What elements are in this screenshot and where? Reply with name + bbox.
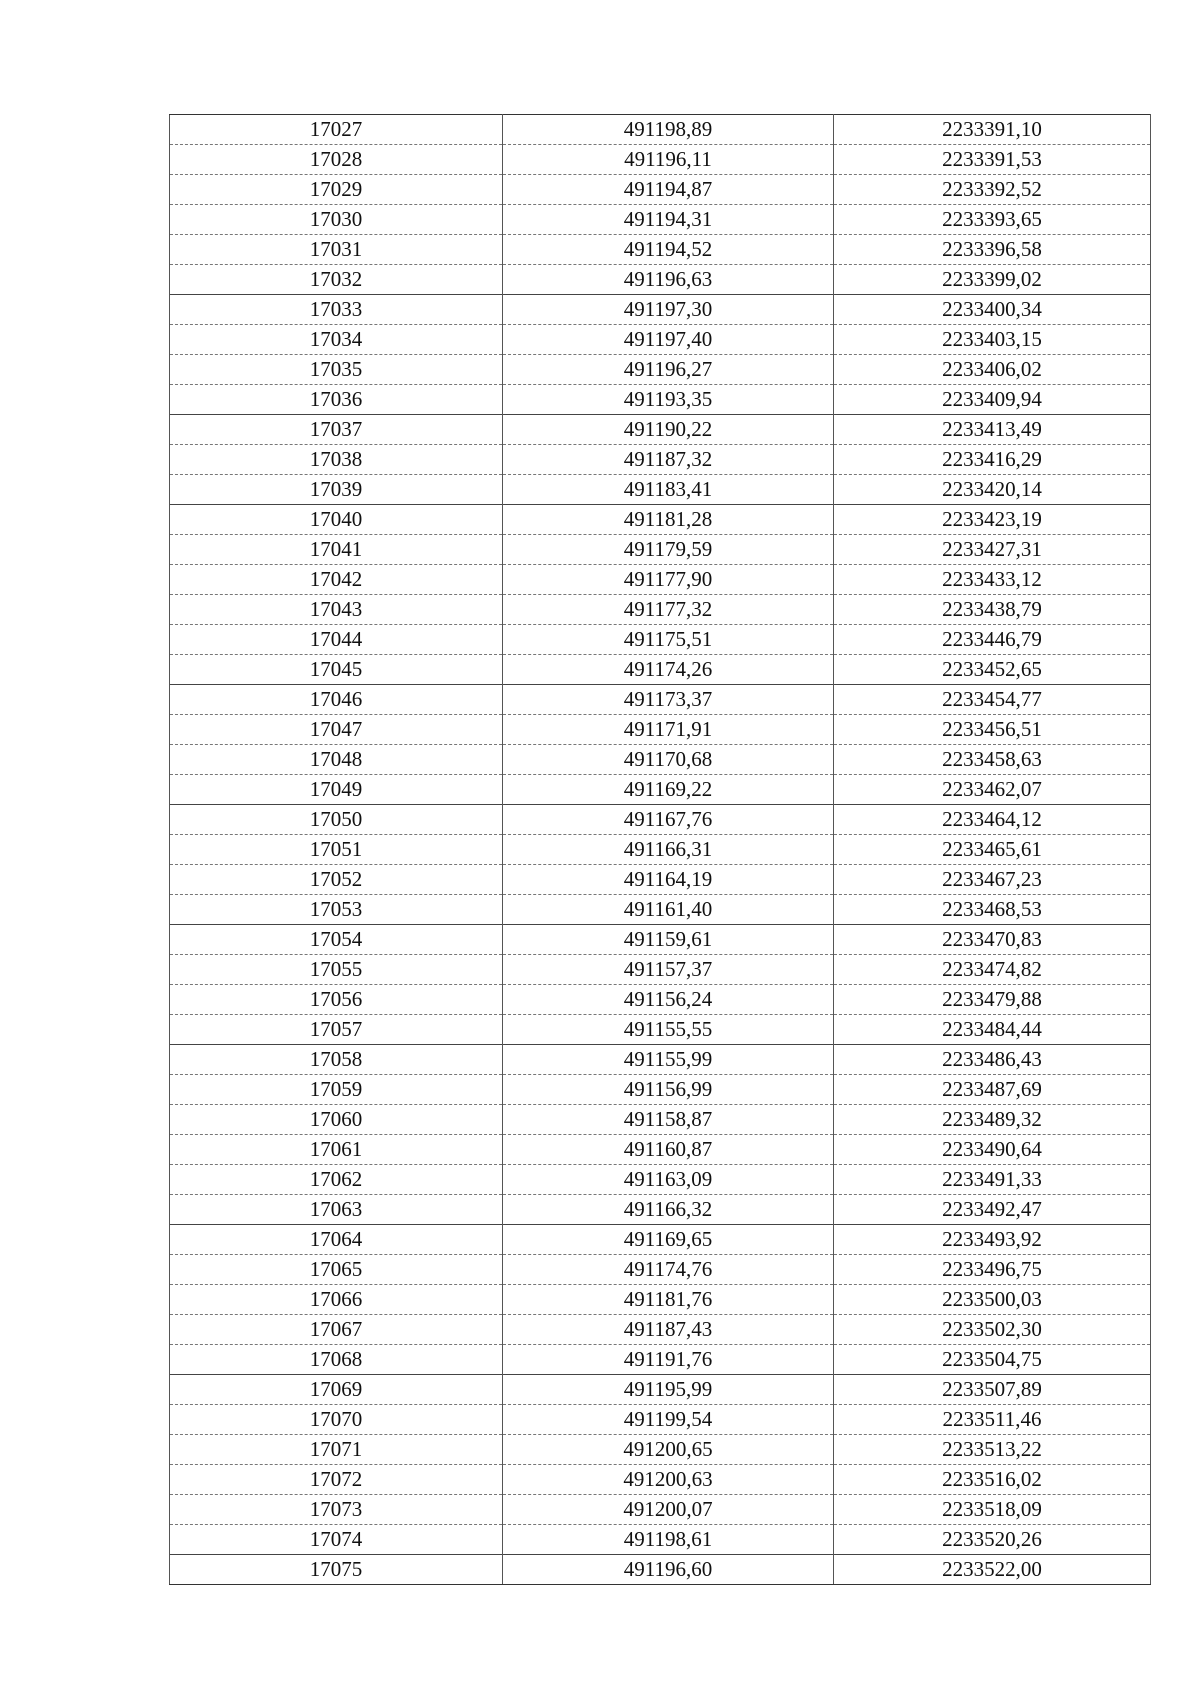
table-row	[170, 205, 1151, 235]
point-number-cell: 17047	[170, 715, 503, 745]
point-number-cell: 17075	[170, 1555, 503, 1585]
x-coordinate-cell: 491197,30	[503, 295, 834, 325]
coordinates-table	[169, 114, 1151, 1585]
y-coordinate-cell: 2233427,31	[834, 535, 1151, 565]
table-row	[170, 655, 1151, 685]
y-coordinate-cell: 2233518,09	[834, 1495, 1151, 1525]
point-number-cell: 17062	[170, 1165, 503, 1195]
point-number-cell: 17069	[170, 1375, 503, 1405]
point-number-cell: 17072	[170, 1465, 503, 1495]
y-coordinate-cell: 2233454,77	[834, 685, 1151, 715]
y-coordinate-cell: 2233507,89	[834, 1375, 1151, 1405]
point-number-cell: 17048	[170, 745, 503, 775]
x-coordinate-cell: 491193,35	[503, 385, 834, 415]
y-coordinate-cell: 2233467,23	[834, 865, 1151, 895]
x-coordinate-cell: 491190,22	[503, 415, 834, 445]
point-number-cell: 17067	[170, 1315, 503, 1345]
point-number-cell: 17044	[170, 625, 503, 655]
table-row	[170, 385, 1151, 415]
x-coordinate-cell: 491198,61	[503, 1525, 834, 1555]
x-coordinate-cell: 491200,63	[503, 1465, 834, 1495]
y-coordinate-cell: 2233513,22	[834, 1435, 1151, 1465]
y-coordinate-cell: 2233399,02	[834, 265, 1151, 295]
point-number-cell: 17041	[170, 535, 503, 565]
y-coordinate-cell: 2233413,49	[834, 415, 1151, 445]
table-row	[170, 1495, 1151, 1525]
y-coordinate-cell: 2233464,12	[834, 805, 1151, 835]
point-number-cell: 17042	[170, 565, 503, 595]
point-number-cell: 17051	[170, 835, 503, 865]
y-coordinate-cell: 2233406,02	[834, 355, 1151, 385]
table-row	[170, 145, 1151, 175]
table-row	[170, 1165, 1151, 1195]
table-row	[170, 115, 1151, 145]
y-coordinate-cell: 2233468,53	[834, 895, 1151, 925]
point-number-cell: 17066	[170, 1285, 503, 1315]
point-number-cell: 17029	[170, 175, 503, 205]
y-coordinate-cell: 2233409,94	[834, 385, 1151, 415]
y-coordinate-cell: 2233456,51	[834, 715, 1151, 745]
table-row	[170, 1375, 1151, 1405]
point-number-cell: 17050	[170, 805, 503, 835]
x-coordinate-cell: 491198,89	[503, 115, 834, 145]
table-row	[170, 325, 1151, 355]
x-coordinate-cell: 491196,27	[503, 355, 834, 385]
table-row	[170, 775, 1151, 805]
x-coordinate-cell: 491160,87	[503, 1135, 834, 1165]
x-coordinate-cell: 491164,19	[503, 865, 834, 895]
x-coordinate-cell: 491171,91	[503, 715, 834, 745]
y-coordinate-cell: 2233520,26	[834, 1525, 1151, 1555]
x-coordinate-cell: 491200,07	[503, 1495, 834, 1525]
point-number-cell: 17055	[170, 955, 503, 985]
y-coordinate-cell: 2233522,00	[834, 1555, 1151, 1585]
point-number-cell: 17061	[170, 1135, 503, 1165]
point-number-cell: 17068	[170, 1345, 503, 1375]
point-number-cell: 17043	[170, 595, 503, 625]
point-number-cell: 17039	[170, 475, 503, 505]
x-coordinate-cell: 491156,24	[503, 985, 834, 1015]
table-row	[170, 685, 1151, 715]
y-coordinate-cell: 2233487,69	[834, 1075, 1151, 1105]
y-coordinate-cell: 2233433,12	[834, 565, 1151, 595]
x-coordinate-cell: 491181,28	[503, 505, 834, 535]
x-coordinate-cell: 491166,32	[503, 1195, 834, 1225]
table-row	[170, 1015, 1151, 1045]
y-coordinate-cell: 2233416,29	[834, 445, 1151, 475]
y-coordinate-cell: 2233403,15	[834, 325, 1151, 355]
x-coordinate-cell: 491194,31	[503, 205, 834, 235]
x-coordinate-cell: 491163,09	[503, 1165, 834, 1195]
coordinates-table-body	[170, 115, 1151, 1585]
y-coordinate-cell: 2233511,46	[834, 1405, 1151, 1435]
point-number-cell: 17036	[170, 385, 503, 415]
y-coordinate-cell: 2233462,07	[834, 775, 1151, 805]
y-coordinate-cell: 2233492,47	[834, 1195, 1151, 1225]
point-number-cell: 17035	[170, 355, 503, 385]
x-coordinate-cell: 491197,40	[503, 325, 834, 355]
point-number-cell: 17058	[170, 1045, 503, 1075]
table-row	[170, 565, 1151, 595]
table-row	[170, 595, 1151, 625]
x-coordinate-cell: 491156,99	[503, 1075, 834, 1105]
y-coordinate-cell: 2233400,34	[834, 295, 1151, 325]
point-number-cell: 17053	[170, 895, 503, 925]
table-row	[170, 1225, 1151, 1255]
table-row	[170, 1195, 1151, 1225]
table-row	[170, 265, 1151, 295]
point-number-cell: 17049	[170, 775, 503, 805]
y-coordinate-cell: 2233452,65	[834, 655, 1151, 685]
point-number-cell: 17060	[170, 1105, 503, 1135]
x-coordinate-cell: 491177,32	[503, 595, 834, 625]
table-row	[170, 895, 1151, 925]
y-coordinate-cell: 2233490,64	[834, 1135, 1151, 1165]
x-coordinate-cell: 491174,76	[503, 1255, 834, 1285]
y-coordinate-cell: 2233423,19	[834, 505, 1151, 535]
point-number-cell: 17064	[170, 1225, 503, 1255]
x-coordinate-cell: 491177,90	[503, 565, 834, 595]
y-coordinate-cell: 2233465,61	[834, 835, 1151, 865]
table-row	[170, 1255, 1151, 1285]
table-row	[170, 1315, 1151, 1345]
x-coordinate-cell: 491158,87	[503, 1105, 834, 1135]
x-coordinate-cell: 491174,26	[503, 655, 834, 685]
y-coordinate-cell: 2233489,32	[834, 1105, 1151, 1135]
x-coordinate-cell: 491159,61	[503, 925, 834, 955]
table-row	[170, 535, 1151, 565]
y-coordinate-cell: 2233484,44	[834, 1015, 1151, 1045]
y-coordinate-cell: 2233496,75	[834, 1255, 1151, 1285]
table-row	[170, 1135, 1151, 1165]
point-number-cell: 17074	[170, 1525, 503, 1555]
y-coordinate-cell: 2233446,79	[834, 625, 1151, 655]
point-number-cell: 17027	[170, 115, 503, 145]
x-coordinate-cell: 491169,22	[503, 775, 834, 805]
x-coordinate-cell: 491161,40	[503, 895, 834, 925]
table-row	[170, 1525, 1151, 1555]
point-number-cell: 17073	[170, 1495, 503, 1525]
x-coordinate-cell: 491196,60	[503, 1555, 834, 1585]
point-number-cell: 17038	[170, 445, 503, 475]
table-row	[170, 955, 1151, 985]
x-coordinate-cell: 491173,37	[503, 685, 834, 715]
y-coordinate-cell: 2233504,75	[834, 1345, 1151, 1375]
table-row	[170, 745, 1151, 775]
x-coordinate-cell: 491175,51	[503, 625, 834, 655]
table-row	[170, 835, 1151, 865]
x-coordinate-cell: 491183,41	[503, 475, 834, 505]
point-number-cell: 17056	[170, 985, 503, 1015]
x-coordinate-cell: 491187,43	[503, 1315, 834, 1345]
y-coordinate-cell: 2233486,43	[834, 1045, 1151, 1075]
x-coordinate-cell: 491157,37	[503, 955, 834, 985]
table-row	[170, 175, 1151, 205]
y-coordinate-cell: 2233458,63	[834, 745, 1151, 775]
x-coordinate-cell: 491181,76	[503, 1285, 834, 1315]
point-number-cell: 17057	[170, 1015, 503, 1045]
y-coordinate-cell: 2233500,03	[834, 1285, 1151, 1315]
point-number-cell: 17045	[170, 655, 503, 685]
x-coordinate-cell: 491194,87	[503, 175, 834, 205]
table-row	[170, 925, 1151, 955]
table-row	[170, 1105, 1151, 1135]
table-row	[170, 1045, 1151, 1075]
point-number-cell: 17046	[170, 685, 503, 715]
point-number-cell: 17054	[170, 925, 503, 955]
point-number-cell: 17071	[170, 1435, 503, 1465]
x-coordinate-cell: 491195,99	[503, 1375, 834, 1405]
table-row	[170, 355, 1151, 385]
table-row	[170, 415, 1151, 445]
point-number-cell: 17065	[170, 1255, 503, 1285]
x-coordinate-cell: 491191,76	[503, 1345, 834, 1375]
y-coordinate-cell: 2233502,30	[834, 1315, 1151, 1345]
point-number-cell: 17070	[170, 1405, 503, 1435]
table-row	[170, 805, 1151, 835]
table-row	[170, 865, 1151, 895]
x-coordinate-cell: 491155,55	[503, 1015, 834, 1045]
point-number-cell: 17030	[170, 205, 503, 235]
x-coordinate-cell: 491196,63	[503, 265, 834, 295]
x-coordinate-cell: 491196,11	[503, 145, 834, 175]
y-coordinate-cell: 2233474,82	[834, 955, 1151, 985]
point-number-cell: 17037	[170, 415, 503, 445]
point-number-cell: 17034	[170, 325, 503, 355]
y-coordinate-cell: 2233438,79	[834, 595, 1151, 625]
table-row	[170, 1075, 1151, 1105]
table-row	[170, 985, 1151, 1015]
point-number-cell: 17031	[170, 235, 503, 265]
point-number-cell: 17052	[170, 865, 503, 895]
y-coordinate-cell: 2233391,10	[834, 115, 1151, 145]
x-coordinate-cell: 491170,68	[503, 745, 834, 775]
table-row	[170, 1555, 1151, 1585]
table-row	[170, 505, 1151, 535]
table-row	[170, 475, 1151, 505]
y-coordinate-cell: 2233491,33	[834, 1165, 1151, 1195]
x-coordinate-cell: 491155,99	[503, 1045, 834, 1075]
y-coordinate-cell: 2233420,14	[834, 475, 1151, 505]
y-coordinate-cell: 2233391,53	[834, 145, 1151, 175]
y-coordinate-cell: 2233479,88	[834, 985, 1151, 1015]
point-number-cell: 17063	[170, 1195, 503, 1225]
x-coordinate-cell: 491200,65	[503, 1435, 834, 1465]
table-row	[170, 1465, 1151, 1495]
y-coordinate-cell: 2233470,83	[834, 925, 1151, 955]
table-row	[170, 235, 1151, 265]
table-row	[170, 295, 1151, 325]
point-number-cell: 17032	[170, 265, 503, 295]
table-row	[170, 1345, 1151, 1375]
y-coordinate-cell: 2233393,65	[834, 205, 1151, 235]
x-coordinate-cell: 491194,52	[503, 235, 834, 265]
x-coordinate-cell: 491199,54	[503, 1405, 834, 1435]
x-coordinate-cell: 491179,59	[503, 535, 834, 565]
table-row	[170, 715, 1151, 745]
x-coordinate-cell: 491167,76	[503, 805, 834, 835]
x-coordinate-cell: 491166,31	[503, 835, 834, 865]
table-row	[170, 445, 1151, 475]
table-row	[170, 1285, 1151, 1315]
y-coordinate-cell: 2233392,52	[834, 175, 1151, 205]
table-row	[170, 1435, 1151, 1465]
table-row	[170, 625, 1151, 655]
point-number-cell: 17059	[170, 1075, 503, 1105]
table-row	[170, 1405, 1151, 1435]
x-coordinate-cell: 491169,65	[503, 1225, 834, 1255]
point-number-cell: 17040	[170, 505, 503, 535]
point-number-cell: 17033	[170, 295, 503, 325]
y-coordinate-cell: 2233516,02	[834, 1465, 1151, 1495]
point-number-cell: 17028	[170, 145, 503, 175]
x-coordinate-cell: 491187,32	[503, 445, 834, 475]
y-coordinate-cell: 2233493,92	[834, 1225, 1151, 1255]
y-coordinate-cell: 2233396,58	[834, 235, 1151, 265]
